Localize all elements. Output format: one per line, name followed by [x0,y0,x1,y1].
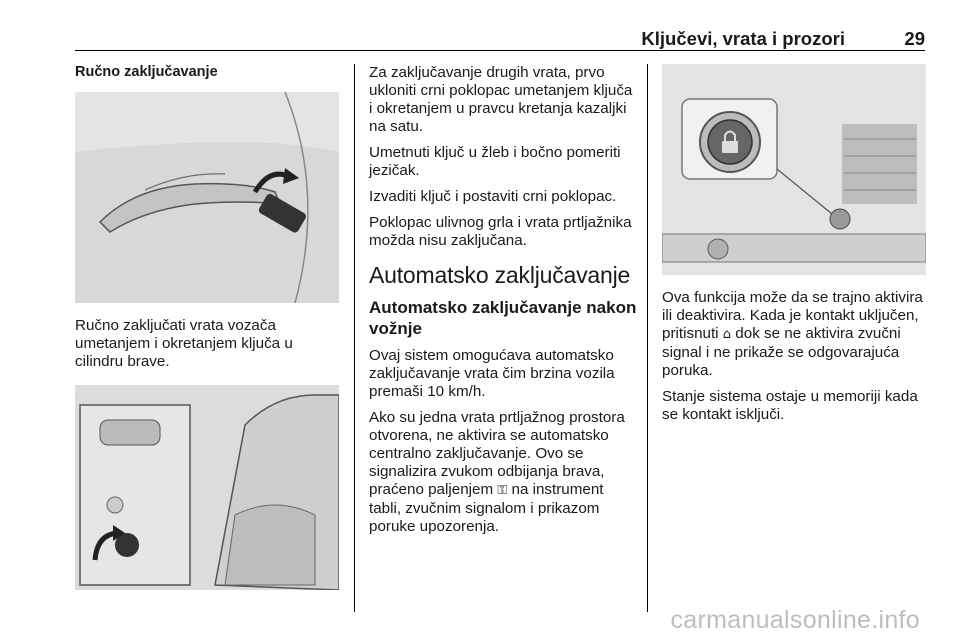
lock-icon: ⌂ [722,327,732,342]
manual-lock-paragraph: Ručno zaključati vrata vozača umetanjem i okretanjem ključa u cilindru brave. [75,317,293,370]
section-title: Automatsko zaključavanje [369,262,631,288]
column-1 [75,64,339,590]
section-heading: Ručno zaključavanje [75,64,218,80]
paragraph-cover-removal: Za zaključavanje drugih vrata, prvo ukloniti crni poklopac umetanjem ključa i okretanjem u pravcu kretanja kazaljki na satu. [369,64,633,135]
paragraph-text: Ova funkcija može da se trajno aktivira ili deaktivira. Kada je kontakt uključen, pritisnuti [662,289,923,342]
door-warning-icon: ⚿ [497,483,508,498]
paragraph-text: dok se ne aktivira zvučni signal i ne prikaže se odgovarajuća poruka. [662,325,901,379]
paragraph-text: Ako su jedna vrata prtljažnog prostora otvorena, ne aktivira se automatsko centralno zaključavanje. Ovo se signalizira zvukom odbijanja brava, praćeno paljenjem [369,409,625,498]
paragraph-fuel-flap-note: Poklopac ulivnog grla i vrata prtljažnika možda nisu zaključana. [369,214,632,249]
paragraph-memory: Stanje sistema ostaje u memoriji kada se kontakt isključi. [662,388,918,423]
subsection-title: Automatsko zaključavanje nakon vožnje [369,298,637,338]
paragraph-tailgate-open [369,409,637,536]
central-lock-button-illustration [662,64,926,275]
column-3 [662,64,926,432]
page-header [75,26,925,51]
paragraph-text: na instrument tabli, zvučnim signalom i prikazom poruke upozorenja. [369,481,604,535]
chapter-title: Ključevi, vrata i prozori [641,28,845,49]
paragraph-replace-cover: Izvaditi ključ i postaviti crni poklopac. [369,188,617,205]
column-divider [647,64,648,612]
page-number: 29 [904,28,925,49]
paragraph-toggle-function [662,289,926,380]
column-2 [369,64,637,544]
door-handle-illustration [75,92,339,303]
paragraph-speed-lock: Ovaj sistem omogućava automatsko zaključavanje vrata čim brzina vozila premaši 10 km/h. [369,347,615,400]
door-lock-cap-illustration [75,385,339,590]
paragraph-insert-key: Umetnuti ključ u žleb i bočno pomeriti jezičak. [369,144,621,179]
column-divider [354,64,355,612]
watermark: carmanualsonline.info [670,606,920,634]
